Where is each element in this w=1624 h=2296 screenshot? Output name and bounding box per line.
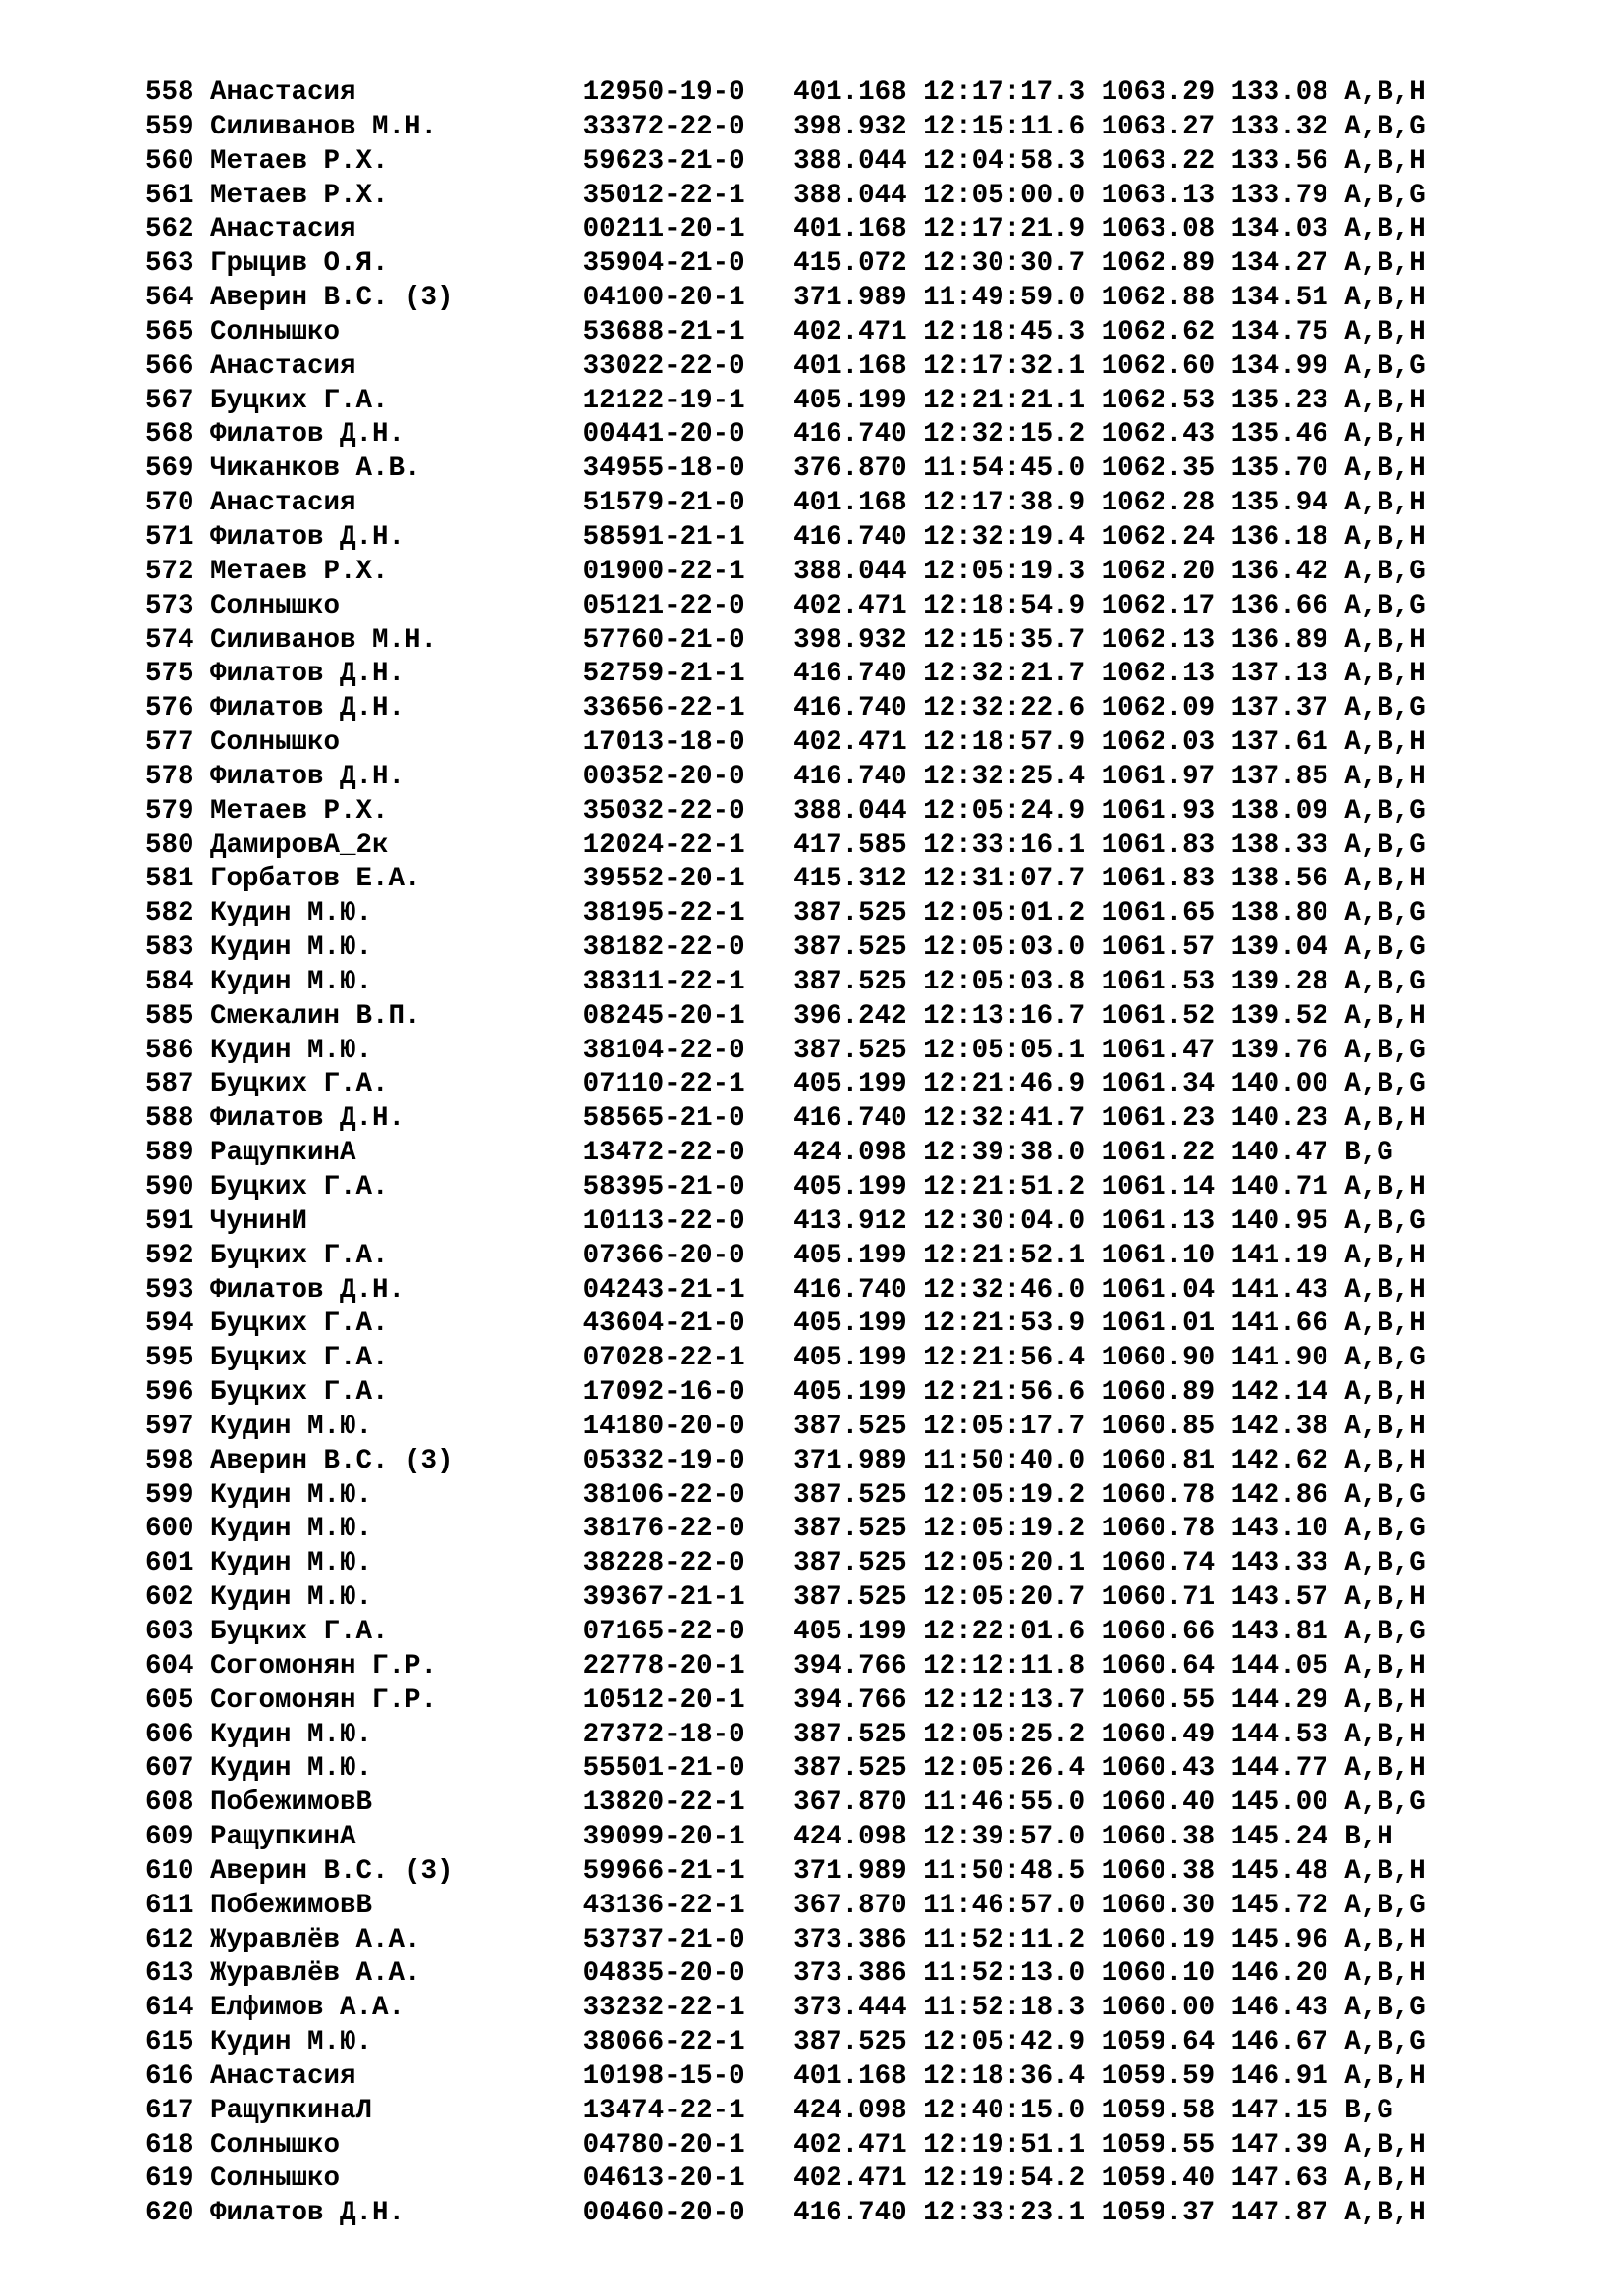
results-table — [145, 77, 1426, 2231]
result-row: 591 ЧунинИ 10113-22-0 413.912 12:30:04.0 1061.13 140.95 A,B,G — [145, 1205, 1426, 1237]
result-row: 611 ПобежимовВ 43136-22-1 367.870 11:46:57.0 1060.30 145.72 A,B,G — [145, 1890, 1426, 1921]
result-row: 563 Грыцив О.Я. 35904-21-0 415.072 12:30:30.7 1062.89 134.27 A,B,H — [145, 248, 1426, 280]
result-row: 615 Кудин М.Ю. 38066-22-1 387.525 12:05:42.9 1059.64 146.67 A,B,G — [145, 2027, 1426, 2058]
result-row: 581 Горбатов Е.А. 39552-20-1 415.312 12:31:07.7 1061.83 138.56 A,B,H — [145, 864, 1426, 895]
result-row: 597 Кудин М.Ю. 14180-20-0 387.525 12:05:17.7 1060.85 142.38 A,B,H — [145, 1411, 1426, 1442]
result-row: 582 Кудин М.Ю. 38195-22-1 387.525 12:05:01.2 1061.65 138.80 A,B,G — [145, 898, 1426, 930]
result-row: 608 ПобежимовВ 13820-22-1 367.870 11:46:55.0 1060.40 145.00 A,B,G — [145, 1788, 1426, 1819]
result-row: 578 Филатов Д.Н. 00352-20-0 416.740 12:32:25.4 1061.97 137.85 A,B,H — [145, 761, 1426, 792]
result-row: 595 Буцких Г.А. 07028-22-1 405.199 12:21:56.4 1060.90 141.90 A,B,G — [145, 1343, 1426, 1374]
result-row: 586 Кудин М.Ю. 38104-22-0 387.525 12:05:05.1 1061.47 139.76 A,B,G — [145, 1035, 1426, 1066]
result-row: 599 Кудин М.Ю. 38106-22-0 387.525 12:05:19.2 1060.78 142.86 A,B,G — [145, 1479, 1426, 1511]
result-row: 617 РащупкинаЛ 13474-22-1 424.098 12:40:15.0 1059.58 147.15 B,G — [145, 2095, 1393, 2126]
result-row: 588 Филатов Д.Н. 58565-21-0 416.740 12:32:41.7 1061.23 140.23 A,B,H — [145, 1103, 1426, 1135]
result-row: 604 Согомонян Г.Р. 22778-20-1 394.766 12:12:11.8 1060.64 144.05 A,B,H — [145, 1650, 1426, 1682]
result-row: 590 Буцких Г.А. 58395-21-0 405.199 12:21:51.2 1061.14 140.71 A,B,H — [145, 1172, 1426, 1202]
result-row: 594 Буцких Г.А. 43604-21-0 405.199 12:21:53.9 1061.01 141.66 A,B,H — [145, 1308, 1426, 1340]
result-row: 614 Елфимов А.А. 33232-22-1 373.444 11:52:18.3 1060.00 146.43 A,B,G — [145, 1993, 1426, 2024]
result-row: 575 Филатов Д.Н. 52759-21-1 416.740 12:32:21.7 1062.13 137.13 A,B,H — [145, 659, 1426, 690]
result-row: 607 Кудин М.Ю. 55501-21-0 387.525 12:05:26.4 1060.43 144.77 A,B,H — [145, 1753, 1426, 1785]
result-row: 564 Аверин В.С. (3) 04100-20-1 371.989 11:49:59.0 1062.88 134.51 A,B,H — [145, 283, 1426, 314]
result-row: 592 Буцких Г.А. 07366-20-0 405.199 12:21:52.1 1061.10 141.19 A,B,H — [145, 1240, 1426, 1271]
result-row: 589 РащупкинА 13472-22-0 424.098 12:39:38.0 1061.22 140.47 B,G — [145, 1138, 1393, 1169]
result-row: 606 Кудин М.Ю. 27372-18-0 387.525 12:05:25.2 1060.49 144.53 A,B,H — [145, 1719, 1426, 1750]
result-row: 570 Анастасия 51579-21-0 401.168 12:17:38.9 1062.28 135.94 A,B,H — [145, 488, 1426, 519]
result-row: 612 Журавлёв А.А. 53737-21-0 373.386 11:52:11.2 1060.19 145.96 A,B,H — [145, 1924, 1426, 1955]
result-row: 601 Кудин М.Ю. 38228-22-0 387.525 12:05:20.1 1060.74 143.33 A,B,G — [145, 1548, 1426, 1579]
result-row: 574 Силиванов М.Н. 57760-21-0 398.932 12:15:35.7 1062.13 136.89 A,B,H — [145, 624, 1426, 656]
result-row: 603 Буцких Г.А. 07165-22-0 405.199 12:22:01.6 1060.66 143.81 A,B,G — [145, 1616, 1426, 1647]
result-row: 596 Буцких Г.А. 17092-16-0 405.199 12:21:56.6 1060.89 142.14 A,B,H — [145, 1377, 1426, 1409]
result-row: 583 Кудин М.Ю. 38182-22-0 387.525 12:05:03.0 1061.57 139.04 A,B,G — [145, 933, 1426, 964]
result-row: 602 Кудин М.Ю. 39367-21-1 387.525 12:05:20.7 1060.71 143.57 A,B,H — [145, 1582, 1426, 1614]
result-row: 600 Кудин М.Ю. 38176-22-0 387.525 12:05:19.2 1060.78 143.10 A,B,G — [145, 1514, 1426, 1545]
result-row: 565 Солнышко 53688-21-1 402.471 12:18:45.3 1062.62 134.75 A,B,H — [145, 316, 1426, 347]
result-row: 585 Смекалин В.П. 08245-20-1 396.242 12:13:16.7 1061.52 139.52 A,B,H — [145, 1000, 1426, 1032]
result-row: 567 Буцких Г.А. 12122-19-1 405.199 12:21:21.1 1062.53 135.23 A,B,H — [145, 385, 1426, 416]
result-row: 568 Филатов Д.Н. 00441-20-0 416.740 12:32:15.2 1062.43 135.46 A,B,H — [145, 419, 1426, 451]
result-row: 587 Буцких Г.А. 07110-22-1 405.199 12:21:46.9 1061.34 140.00 A,B,G — [145, 1069, 1426, 1100]
result-row: 619 Солнышко 04613-20-1 402.471 12:19:54.2 1059.40 147.63 A,B,H — [145, 2163, 1426, 2195]
result-row: 572 Метаев Р.Х. 01900-22-1 388.044 12:05:19.3 1062.20 136.42 A,B,G — [145, 556, 1426, 587]
result-row: 569 Чиканков А.В. 34955-18-0 376.870 11:54:45.0 1062.35 135.70 A,B,H — [145, 454, 1426, 485]
result-row: 610 Аверин В.С. (3) 59966-21-1 371.989 11:50:48.5 1060.38 145.48 A,B,H — [145, 1855, 1426, 1887]
result-row: 577 Солнышко 17013-18-0 402.471 12:18:57.9 1062.03 137.61 A,B,H — [145, 727, 1426, 759]
result-row: 620 Филатов Д.Н. 00460-20-0 416.740 12:33:23.1 1059.37 147.87 A,B,H — [145, 2198, 1426, 2229]
result-row: 566 Анастасия 33022-22-0 401.168 12:17:32.1 1062.60 134.99 A,B,G — [145, 350, 1426, 382]
result-row: 580 ДамировА_2к 12024-22-1 417.585 12:33:16.1 1061.83 138.33 A,B,G — [145, 829, 1426, 861]
result-row: 558 Анастасия 12950-19-0 401.168 12:17:17.3 1063.29 133.08 A,B,H — [145, 78, 1426, 108]
result-row: 560 Метаев Р.Х. 59623-21-0 388.044 12:04:58.3 1063.22 133.56 A,B,H — [145, 145, 1426, 177]
result-row: 613 Журавлёв А.А. 04835-20-0 373.386 11:52:13.0 1060.10 146.20 A,B,H — [145, 1958, 1426, 1990]
result-row: 618 Солнышко 04780-20-1 402.471 12:19:51.1 1059.55 147.39 A,B,H — [145, 2129, 1426, 2161]
result-row: 605 Согомонян Г.Р. 10512-20-1 394.766 12:12:13.7 1060.55 144.29 A,B,H — [145, 1684, 1426, 1716]
result-row: 561 Метаев Р.Х. 35012-22-1 388.044 12:05:00.0 1063.13 133.79 A,B,G — [145, 180, 1426, 211]
result-row: 571 Филатов Д.Н. 58591-21-1 416.740 12:32:19.4 1062.24 136.18 A,B,H — [145, 521, 1426, 553]
result-row: 609 РащупкинА 39099-20-1 424.098 12:39:57.0 1060.38 145.24 B,H — [145, 1822, 1393, 1853]
result-row: 598 Аверин В.С. (3) 05332-19-0 371.989 11:50:40.0 1060.81 142.62 A,B,H — [145, 1445, 1426, 1476]
result-row: 593 Филатов Д.Н. 04243-21-1 416.740 12:32:46.0 1061.04 141.43 A,B,H — [145, 1274, 1426, 1306]
result-row: 573 Солнышко 05121-22-0 402.471 12:18:54.9 1062.17 136.66 A,B,G — [145, 590, 1426, 621]
result-row: 579 Метаев Р.Х. 35032-22-0 388.044 12:05:24.9 1061.93 138.09 A,B,G — [145, 795, 1426, 827]
result-row: 576 Филатов Д.Н. 33656-22-1 416.740 12:32:22.6 1062.09 137.37 A,B,G — [145, 693, 1426, 724]
result-row: 562 Анастасия 00211-20-1 401.168 12:17:21.9 1063.08 134.03 A,B,H — [145, 214, 1426, 245]
result-row: 559 Силиванов М.Н. 33372-22-0 398.932 12:15:11.6 1063.27 133.32 A,B,G — [145, 111, 1426, 142]
result-row: 584 Кудин М.Ю. 38311-22-1 387.525 12:05:03.8 1061.53 139.28 A,B,G — [145, 966, 1426, 997]
result-row: 616 Анастасия 10198-15-0 401.168 12:18:36.4 1059.59 146.91 A,B,H — [145, 2060, 1426, 2092]
